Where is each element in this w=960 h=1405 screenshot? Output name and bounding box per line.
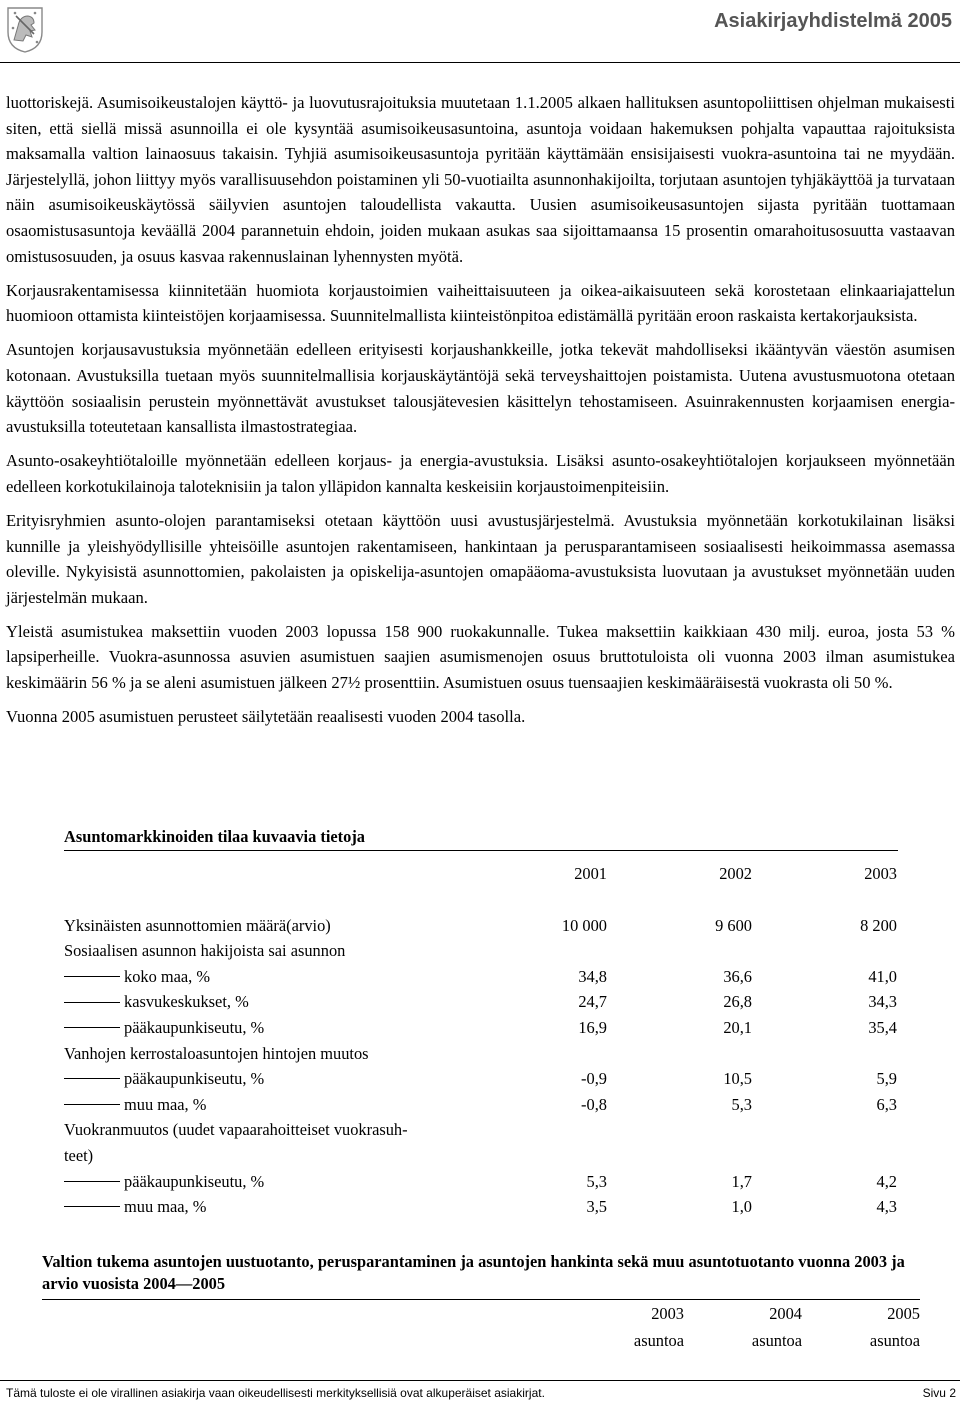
year-header: 2003 [651,1304,684,1323]
value-cell [752,1117,897,1143]
table-row [64,1066,898,1092]
table-row [64,1092,898,1118]
indent-dash [64,1181,120,1182]
value-cell: 34,3 [868,992,897,1012]
paragraph: Vuonna 2005 asumistuen perusteet säilytetään reaalisesti vuoden 2004 tasolla. [6,707,526,727]
value-cell: 5,3 [586,1171,607,1191]
state-supported-housing-table [42,1251,920,1354]
value-cell: 6,3 [876,1094,897,1114]
table-row [64,1117,898,1143]
header-divider [0,62,960,63]
row-label-cell [64,1015,462,1041]
value-cell [462,938,607,964]
year-header: 2004 [769,1304,802,1323]
paragraph: Erityisryhmien asunto-olojen parantamiseksi otetaan käyttöön uusi avustusjärjestelmä. Avustuksia myönnetään korkotukilainan lisäksi kunnille ja yleishyödyllisille yhteisöille asuntojen rakentamiseen, hankintaan ja perusparantamiseen sosiaalisesti heikoimmassa asemassa oleville. Nykyisistä asunnottomien, pakolaisten ja opiskelija-asuntojen omapääoma-avustuksista luovutaan ja avustukset myönnetään uuden järjestelmän mukaan. [6,510,955,607]
value-cell: 1,0 [731,1197,752,1217]
row-label: teet) [64,1145,94,1165]
table-header-row [42,1300,920,1327]
value-cell: 10 000 [561,915,607,935]
paragraph: Asuntojen korjausavustuksia myönnetään edelleen erityisesti korjaushankkeille, jotka tekevät mahdolliseksi ikääntyvän väestön asumisen kotonaan. Avustuksilla tuetaan myös suunnitelmallisia korjauskäytäntöjä sekä terveyshaittojen poistamista. Uutena avustusmuotona otetaan käyttöön sosiaalisin perustein myönnettävät avustukset talousjätevesien käsittelyn tehostamiseen. Asuinrakennusten korjaamisen energia-avustuksilla toteutetaan kansallista ilmastostrategiaa. [6,340,955,437]
table-row [64,1194,898,1220]
row-label-cell [64,1041,462,1067]
table-row [64,989,898,1015]
row-label-cell [64,1169,462,1195]
table-row [64,1015,898,1041]
value-cell: 20,1 [723,1017,752,1037]
table-row [64,1169,898,1195]
table-row [64,964,898,990]
value-cell [462,1041,607,1067]
paragraph: Yleistä asumistukea maksettiin vuoden 2003 lopussa 158 900 ruokakunnalle. Tukea maksettiin kaikkiaan 430 milj. euroa, josta 53 % lapsiperheille. Vuokra-asunnossa asuvien asumistuen saajien asumismenojen osuus bruttotuloista oli vuonna 2003 ilman asumistukea keskimäärin 56 % ja se aleni asumistuen jälkeen 27½ prosenttiin. Asumistuen osuus tuensaajien keskimääräisestä vuokrasta oli 50 %. [6,621,955,692]
value-cell: 5,9 [876,1069,897,1089]
year-header: 2001 [574,864,607,883]
row-label: muu maa, % [124,1094,207,1114]
finnish-lion-crest-icon [4,4,46,54]
value-cell [462,1143,607,1169]
value-cell [752,1041,897,1067]
row-label: Yksinäisten asunnottomien määrä(arvio) [64,915,331,935]
unit-label: asuntoa [869,1331,920,1350]
table-row [64,938,898,964]
value-cell: -0,8 [581,1094,607,1114]
value-cell [462,1117,607,1143]
row-label-cell [64,1117,462,1143]
value-cell: 4,2 [876,1171,897,1191]
row-label-cell [64,913,462,939]
main-text [6,90,955,738]
footer-divider [0,1380,960,1381]
value-cell: 36,6 [723,966,752,986]
value-cell: 24,7 [578,992,607,1012]
value-cell: 16,9 [578,1017,607,1037]
value-cell [607,1143,752,1169]
paragraph: luottoriskejä. Asumisoikeustalojen käyttö- ja luovutusrajoituksia muutetaan 1.1.2005 alkaen hallituksen asuntopoliittisen ohjelman mukaisesti siten, että siellä missä asunnoilla ei ole kysyntää asumisoikeusasuntoina, asuntoja voidaan hakemuksen pohjalta vapauttaa rajoituksista maksamalla valtion lainaosuus takaisin. Tyhjiä asumisoikeusasuntoja pyritään käyttämään ensisijaisesti vuokra-asuntoina tai ne myydään. Järjestelyllä, johon liittyy myös varallisuusehdon poistaminen yli 50-vuotiailta asunnonhakijoilta, torjutaan asuntojen tyhjäkäyttöä ja turvataan näin asumisoikeuskäytössä säilyvien asuntojen taloudellista vakautta. Uusien asumisoikeusasuntojen sijasta pyritään tuottamaan osaomistusasuntoja keväällä 2004 parannetuin ehdoin, joiden mukaan asukas saa sijoittamaansa 15 prosentin omarahoitusosuutta vastaavan omistusosuuden, ja osuus kasvaa rakennuslainan lyhennysten myötä. [6,93,955,266]
value-cell: -0,9 [581,1069,607,1089]
paragraph: Asunto-osakeyhtiötaloille myönnetään edelleen korjaus- ja energia-avustuksia. Lisäksi asunto-osakeyhtiötalojen korjaukseen myönnetään edelleen korkotukilainoja taloteknisiin ja talon ylläpidon kannalta keskeisiin korjaustoimenpiteisiin. [6,451,955,496]
row-label-cell [64,938,462,964]
indent-dash [64,1027,120,1028]
value-cell: 1,7 [731,1171,752,1191]
row-label: kasvukeskukset, % [124,992,249,1012]
value-cell: 41,0 [868,966,897,986]
page-number: Sivu 2 [922,1386,956,1400]
value-cell: 34,8 [578,966,607,986]
value-cell: 5,3 [731,1094,752,1114]
table-title: Asuntomarkkinoiden tilaa kuvaavia tietoja [64,827,365,846]
value-cell [607,938,752,964]
indent-dash [64,1002,120,1003]
year-header: 2003 [864,864,897,883]
unit-label: asuntoa [633,1331,684,1350]
row-label: pääkaupunkiseutu, % [124,1171,265,1191]
table-row [64,1041,898,1067]
table-header-row [64,861,898,887]
row-label: koko maa, % [124,966,211,986]
row-label-cell [64,989,462,1015]
row-label: Sosiaalisen asunnon hakijoista sai asunnon [64,941,346,961]
indent-dash [64,1104,120,1105]
page-footer [6,1386,956,1400]
value-cell: 35,4 [868,1017,897,1037]
row-label-cell [64,1092,462,1118]
document-title: Asiakirjayhdistelmä 2005 [714,10,952,32]
year-header: 2002 [719,864,752,883]
page-header [0,0,960,62]
row-label: Vanhojen kerrostaloasuntojen hintojen muutos [64,1043,369,1063]
table-title: Valtion tukema asuntojen uustuotanto, perusparantaminen ja asuntojen hankinta sekä muu asuntotuotanto vuonna 2003 ja arvio vuosista 2004—2005 [42,1252,905,1293]
row-label-cell [64,1143,462,1169]
year-header: 2005 [887,1304,920,1323]
value-cell [607,1041,752,1067]
row-label: pääkaupunkiseutu, % [124,1069,265,1089]
value-cell: 3,5 [586,1197,607,1217]
row-label-cell [64,1194,462,1220]
indent-dash [64,976,120,977]
value-cell: 4,3 [876,1197,897,1217]
value-cell: 10,5 [723,1069,752,1089]
value-cell: 26,8 [723,992,752,1012]
value-cell [752,938,897,964]
disclaimer-note: Tämä tuloste ei ole virallinen asiakirja vaan oikeudellisesti merkityksellisiä ovat alkuperäiset asiakirjat. [6,1386,545,1400]
value-cell: 8 200 [860,915,897,935]
row-label: pääkaupunkiseutu, % [124,1017,265,1037]
indent-dash [64,1078,120,1079]
table-rule [64,850,898,851]
row-label-cell [64,964,462,990]
table-row [64,1143,898,1169]
value-cell [752,1143,897,1169]
value-cell: 9 600 [715,915,752,935]
row-label: Vuokranmuutos (uudet vapaarahoitteiset vuokrasuh- [64,1120,408,1140]
paragraph: Korjausrakentamisessa kiinnitetään huomiota korjaustoimien vaiheittaisuuteen ja oikea-aikaisuuteen sekä korostetaan elinkaariajattelun huomioon ottamista kiinteistöjen korjaamisessa. Suunnitelmallista kiinteistönpitoa edistämällä pyritään eroon raskaista kertakorjauksista. [6,280,955,326]
unit-label: asuntoa [751,1331,802,1350]
unit-row [42,1327,920,1354]
indent-dash [64,1206,120,1207]
row-label: muu maa, % [124,1197,207,1217]
row-label-cell [64,1066,462,1092]
value-cell [607,1117,752,1143]
table-row [64,913,898,939]
housing-market-table [64,828,898,1220]
